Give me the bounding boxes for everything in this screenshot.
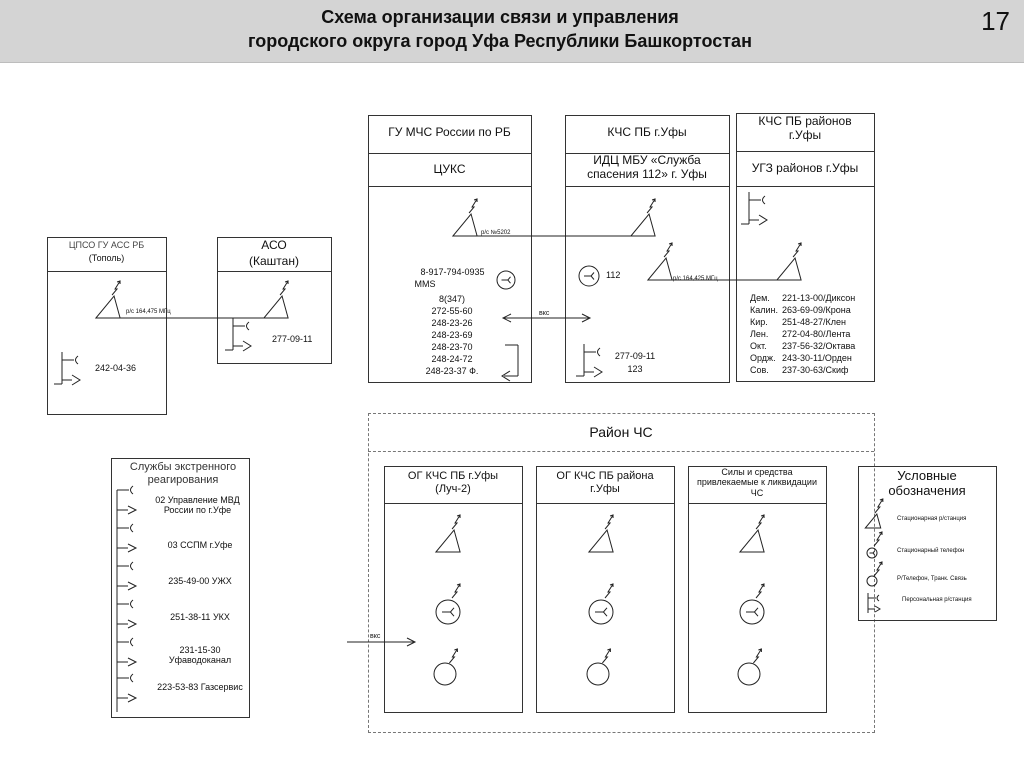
- col2-phone-fork: [603, 608, 607, 616]
- col3-radiophone: [738, 663, 760, 685]
- tsps-personal-fork: [76, 356, 79, 364]
- col3-phone-antenna: [756, 584, 764, 598]
- rayon-station-antenna: [793, 243, 801, 257]
- legend-station-icon-antenna: [875, 499, 883, 513]
- page-title-line1: Схема организации связи и управления: [321, 7, 679, 27]
- service-flag-4: [128, 658, 136, 666]
- district-1-name: Калин.: [750, 305, 778, 315]
- kchs-ufa-station2-antenna: [664, 243, 672, 257]
- kchs-ufa-station1-antenna: [647, 199, 655, 213]
- tsps-station-antenna: [112, 281, 120, 295]
- rayon-personal-fork: [763, 196, 766, 204]
- kchs-ufa-radio-label: р/с 164,425 МГц: [673, 276, 718, 282]
- mchs-radio-label: р/с №5202: [481, 230, 511, 236]
- col3-station-antenna: [756, 515, 764, 529]
- mchs-phone-4: 248-23-70: [431, 342, 473, 352]
- legend-station-icon: [865, 514, 880, 528]
- service-fork-2: [131, 562, 134, 570]
- aso-title: АСО: [261, 238, 287, 252]
- service-flag-0: [128, 506, 136, 514]
- district-3-name: Лен.: [750, 329, 769, 339]
- service-flag-3: [128, 620, 136, 628]
- district-6-value: 237-30-63/Скиф: [782, 365, 849, 375]
- mchs-phone-0: 8(347): [438, 294, 465, 304]
- col2-station-antenna: [605, 515, 613, 529]
- col3-phone-fork: [754, 608, 758, 616]
- services-title: Службы экстренного реагирования: [129, 461, 237, 486]
- tsps-phone: 242-04-36: [95, 363, 137, 373]
- kchs-ufa-title: КЧС ПБ г.Уфы: [607, 125, 687, 139]
- service-item-1: 03 ССПМ г.Уфе: [167, 540, 233, 550]
- col1-station-antenna: [452, 515, 460, 529]
- kchs-ufa-station1: [631, 214, 655, 236]
- district-3-value: 272-04-80/Лента: [782, 329, 851, 339]
- mchs-phone-3: 248-23-69: [431, 330, 473, 340]
- tsps-station: [96, 296, 120, 318]
- kchs-ufa-phone-0: 277-09-11: [614, 351, 656, 361]
- district-6-name: Сов.: [750, 365, 769, 375]
- aso-station: [264, 296, 288, 318]
- page-title-line2: городского округа город Уфа Республики Башкортостан: [248, 31, 752, 51]
- col2-phone-antenna: [605, 584, 613, 598]
- service-fork-0: [131, 486, 134, 494]
- tsps-radio-label: р/с 164,475 МГц: [126, 309, 171, 315]
- service-item-5: 223-53-83 Газсервис: [157, 682, 243, 692]
- page-number: 17: [981, 6, 1010, 36]
- col1-phone-antenna: [452, 584, 460, 598]
- col1-radiophone: [434, 663, 456, 685]
- legend-item-2: Р/Телефон, Транк. Связь: [897, 576, 967, 582]
- mchs-title: ГУ МЧС России по РБ: [388, 125, 511, 139]
- tsps-title: ЦПСО ГУ АСС РБ: [68, 240, 145, 250]
- legend-item-3: Персональная р/станция: [902, 597, 972, 603]
- legend-item-0: Стационарная р/станция: [897, 516, 967, 522]
- service-flag-1: [128, 544, 136, 552]
- mchs-phone-6: 248-23-37 Ф.: [425, 366, 479, 376]
- legend-radiophone-icon-antenna: [874, 562, 882, 576]
- col2-title: ОГ КЧС ПБ района г.Уфы: [556, 470, 654, 495]
- district-0-value: 221-13-00/Диксон: [782, 293, 856, 303]
- tsps-subtitle: (Тополь): [88, 253, 125, 263]
- service-fork-5: [131, 674, 134, 682]
- col3-title: Силы и средства привлекаемые к ликвидации ЧС: [697, 467, 817, 498]
- col3-station: [740, 530, 764, 552]
- mchs-mms: MMS: [414, 279, 436, 289]
- district-0-name: Дем.: [750, 293, 770, 303]
- aso-subtitle: (Каштан): [249, 254, 299, 268]
- aso-station-antenna: [280, 281, 288, 295]
- kchs-ufa-sub: ИДЦ МБУ «Служба спасения 112» г. Уфы: [587, 153, 707, 181]
- district-1-value: 263-69-09/Крона: [782, 305, 851, 315]
- kchs-ufa-phone-1: 123: [627, 364, 643, 374]
- kchs-ufa-phone-symbol-fork: [591, 273, 594, 280]
- legend-personal-fork: [877, 595, 879, 601]
- mchs-phone-2: 248-23-26: [431, 318, 473, 328]
- mchs-phone-5: 248-24-72: [431, 354, 473, 364]
- legend-personal-flag: [875, 606, 880, 612]
- service-item-3: 251-38-11 УКХ: [170, 612, 230, 622]
- mchs-phone-1: 272-55-60: [431, 306, 473, 316]
- district-2-name: Кир.: [750, 317, 768, 327]
- mchs-phone-symbol-fork: [508, 277, 511, 283]
- district-4-name: Окт.: [750, 341, 767, 351]
- kchs-rayon-sub: УГЗ районов г.Уфы: [751, 161, 859, 175]
- rayon-station: [777, 258, 801, 280]
- service-fork-3: [131, 600, 134, 608]
- tsps-personal-flag: [72, 375, 80, 385]
- kchs-ufa-personal-flag: [594, 367, 602, 377]
- legend-title: Условные обозначения: [888, 468, 966, 498]
- legend-phone-icon-fork: [873, 551, 875, 555]
- aso-personal-fork: [247, 322, 250, 330]
- rayon-personal-flag: [759, 215, 767, 225]
- district-5-value: 243-30-11/Орден: [782, 353, 852, 363]
- col1-phone-fork: [450, 608, 454, 616]
- district-5-name: Ордж.: [750, 353, 776, 363]
- service-item-4: 231-15-30 Уфаводоканал: [168, 645, 232, 666]
- kchs-ufa-phone112: 112: [606, 270, 621, 280]
- mchs-station-antenna: [469, 199, 477, 213]
- service-flag-5: [128, 694, 136, 702]
- legend-phone-antenna: [874, 532, 882, 546]
- col2-radiophone: [587, 663, 609, 685]
- rayon-vks-label: вкс: [370, 633, 381, 640]
- kchs-ufa-personal-fork: [598, 348, 601, 356]
- legend-radiophone-icon: [867, 576, 877, 586]
- district-4-value: 237-56-32/Октава: [782, 341, 856, 351]
- mchs-mobile: 8-917-794-0935: [420, 267, 485, 277]
- service-item-0: 02 Управление МВД России по г.Уфе: [155, 495, 240, 516]
- rayon-chs-title: Район ЧС: [589, 424, 653, 440]
- kchs-ufa-station2: [648, 258, 672, 280]
- service-fork-4: [131, 638, 134, 646]
- service-flag-2: [128, 582, 136, 590]
- mchs-vks-label: вкс: [539, 310, 550, 317]
- col1-radiophone-antenna: [449, 649, 457, 663]
- aso-personal-flag: [243, 341, 251, 351]
- col3-radiophone-antenna: [753, 649, 761, 663]
- col2-station: [589, 530, 613, 552]
- col1-station: [436, 530, 460, 552]
- mchs-station: [453, 214, 477, 236]
- district-2-value: 251-48-27/Клен: [782, 317, 847, 327]
- col1-title: ОГ КЧС ПБ г.Уфы (Луч-2): [407, 470, 499, 495]
- mchs-sub: ЦУКС: [433, 162, 466, 176]
- col2-radiophone-antenna: [602, 649, 610, 663]
- legend-item-1: Стационарный телефон: [897, 548, 965, 554]
- service-item-2: 235-49-00 УЖХ: [168, 576, 232, 586]
- service-fork-1: [131, 524, 134, 532]
- kchs-rayon-title: КЧС ПБ районов г.Уфы: [758, 114, 852, 142]
- aso-phone: 277-09-11: [272, 334, 313, 344]
